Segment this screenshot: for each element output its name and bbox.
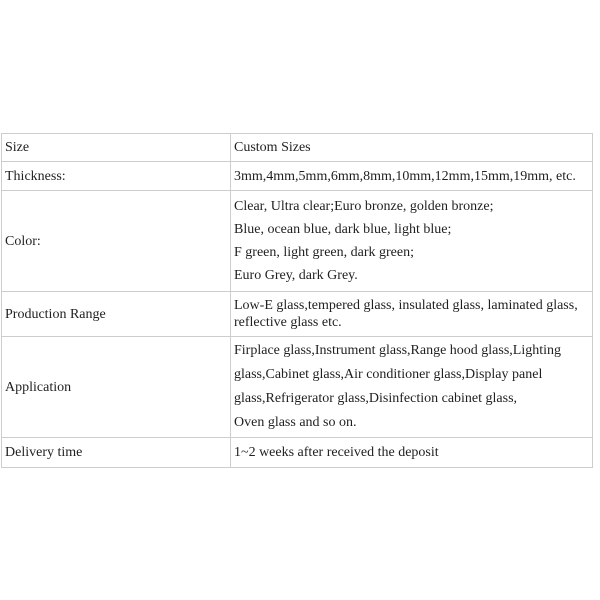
spec-value-line: glass,Cabinet glass,Air conditioner glass,Display panel (234, 367, 543, 382)
table-row-delivery-time (2, 438, 593, 468)
spec-label-cell (2, 292, 231, 337)
spec-value-line: Firplace glass,Instrument glass,Range hood glass,Lighting (234, 343, 562, 358)
spec-value-line: Euro Grey, dark Grey. (234, 268, 358, 283)
spec-value-line: Clear, Ultra clear;Euro bronze, golden bronze; (234, 199, 494, 214)
product-spec-table-body (2, 134, 593, 468)
spec-value-cell (231, 162, 593, 191)
spec-value-line: Blue, ocean blue, dark blue, light blue; (234, 222, 452, 237)
spec-value-line: Custom Sizes (234, 140, 311, 155)
spec-label-cell (2, 162, 231, 191)
table-row-size (2, 134, 593, 162)
spec-value-cell (231, 134, 593, 162)
spec-value-line: 1~2 weeks after received the deposit (234, 445, 439, 460)
spec-label: Color: (5, 233, 41, 249)
spec-value-line: Low-E glass,tempered glass, insulated glass, laminated glass, (234, 298, 578, 313)
spec-value-cell (231, 438, 593, 468)
spec-value-line: glass,Refrigerator glass,Disinfection cabinet glass, (234, 391, 518, 406)
spec-value-cell (231, 292, 593, 337)
spec-value-cell (231, 337, 593, 438)
spec-value-line: Oven glass and so on. (234, 415, 357, 430)
spec-label-cell (2, 191, 231, 292)
spec-value-cell (231, 191, 593, 292)
spec-label-cell (2, 134, 231, 162)
spec-label: Size (5, 140, 30, 155)
table-row-color (2, 191, 593, 292)
spec-label: Production Range (5, 306, 106, 322)
product-spec-table (1, 133, 593, 468)
spec-value-line: F green, light green, dark green; (234, 245, 414, 260)
table-row-thickness (2, 162, 593, 191)
spec-label: Thickness: (5, 168, 66, 184)
table-row-production-range (2, 292, 593, 337)
table-row-application (2, 337, 593, 438)
spec-value-line: 3mm,4mm,5mm,6mm,8mm,10mm,12mm,15mm,19mm, etc. (234, 168, 576, 184)
spec-label-cell (2, 438, 231, 468)
spec-label: Delivery time (5, 445, 83, 460)
spec-value-line: reflective glass etc. (234, 315, 342, 330)
spec-label: Application (5, 379, 72, 395)
spec-label-cell (2, 337, 231, 438)
